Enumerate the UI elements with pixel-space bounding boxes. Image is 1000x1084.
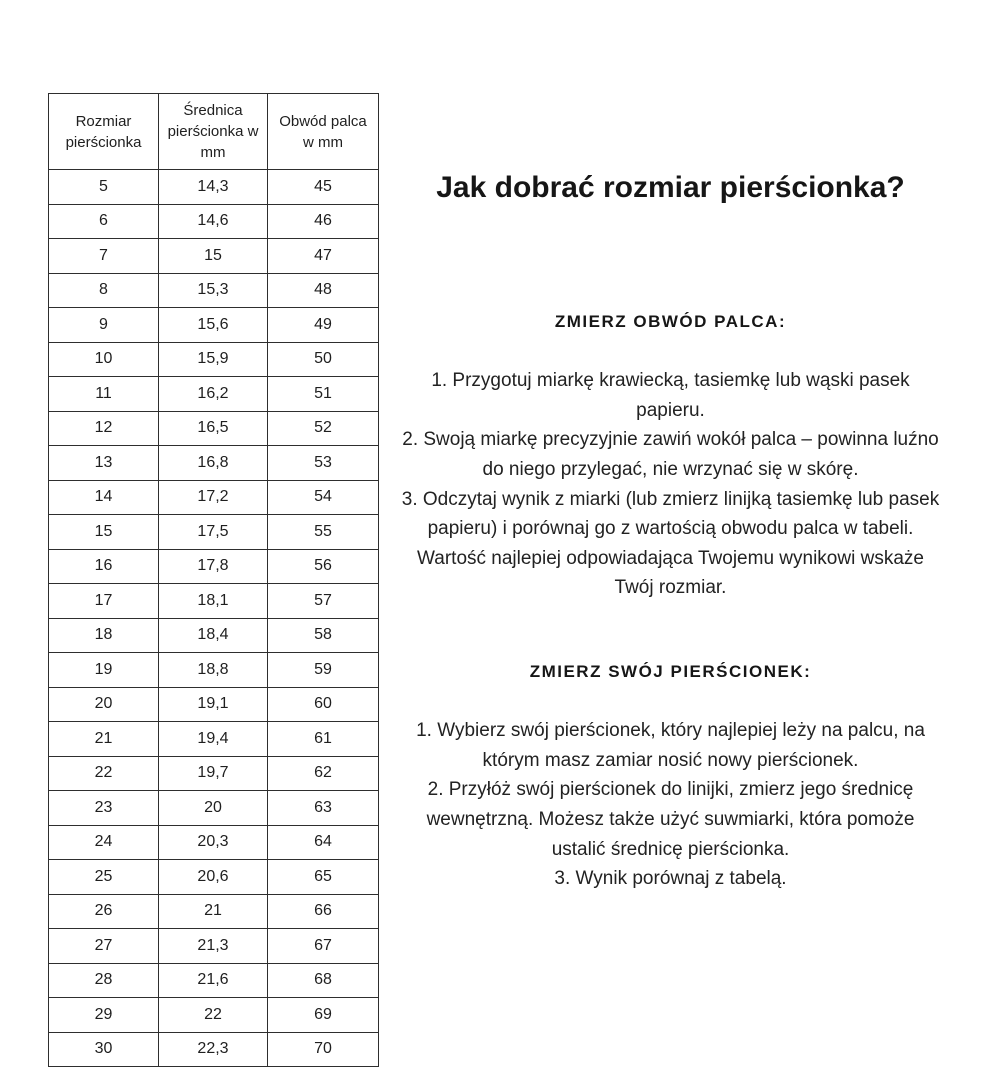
cell-finger-circumference: 65: [268, 860, 379, 895]
cell-finger-circumference: 62: [268, 756, 379, 791]
table-row: [49, 446, 379, 481]
cell-finger-circumference: 61: [268, 722, 379, 757]
table-row: [49, 1032, 379, 1067]
table-row: [49, 584, 379, 619]
cell-finger-circumference: 45: [268, 170, 379, 205]
cell-finger-circumference: 64: [268, 825, 379, 860]
cell-ring-diameter: 20: [159, 791, 268, 826]
cell-finger-circumference: 47: [268, 239, 379, 274]
table-row: [49, 480, 379, 515]
cell-ring-diameter: 14,3: [159, 170, 268, 205]
cell-finger-circumference: 54: [268, 480, 379, 515]
cell-finger-circumference: 66: [268, 894, 379, 929]
table-row: [49, 170, 379, 205]
cell-ring-size: 6: [49, 204, 159, 239]
cell-ring-size: 15: [49, 515, 159, 550]
cell-finger-circumference: 53: [268, 446, 379, 481]
cell-ring-size: 27: [49, 929, 159, 964]
step-item: 2. Przyłóż swój pierścionek do linijki, zmierz jego średnicę wewnętrzną. Możesz także użyć suwmiarki, która pomoże ustalić średnicę pierścionka.: [426, 779, 915, 860]
cell-ring-size: 5: [49, 170, 159, 205]
cell-ring-diameter: 19,4: [159, 722, 268, 757]
col-header-ring-diameter: Średnica pierścionka w mm: [159, 94, 268, 170]
cell-ring-size: 24: [49, 825, 159, 860]
cell-finger-circumference: 55: [268, 515, 379, 550]
cell-ring-diameter: 20,6: [159, 860, 268, 895]
cell-ring-diameter: 22: [159, 998, 268, 1033]
table-row: [49, 342, 379, 377]
table-row: [49, 929, 379, 964]
section-heading-measure-finger: ZMIERZ OBWÓD PALCA:: [554, 312, 787, 331]
cell-ring-size: 19: [49, 653, 159, 688]
cell-finger-circumference: 69: [268, 998, 379, 1033]
cell-ring-diameter: 17,2: [159, 480, 268, 515]
cell-finger-circumference: 57: [268, 584, 379, 619]
cell-ring-size: 20: [49, 687, 159, 722]
cell-ring-diameter: 22,3: [159, 1032, 268, 1067]
cell-ring-size: 14: [49, 480, 159, 515]
cell-finger-circumference: 58: [268, 618, 379, 653]
table-row: [49, 239, 379, 274]
section-heading-measure-ring: ZMIERZ SWÓJ PIERŚCIONEK:: [529, 662, 812, 682]
col-header-finger-circumference: Obwód palca w mm: [268, 94, 379, 170]
cell-ring-diameter: 16,2: [159, 377, 268, 412]
instructions-column: [398, 168, 943, 894]
cell-ring-diameter: 16,8: [159, 446, 268, 481]
table-row: [49, 204, 379, 239]
col-header-ring-size: Rozmiar pierścionka: [49, 94, 159, 170]
cell-ring-size: 29: [49, 998, 159, 1033]
cell-finger-circumference: 51: [268, 377, 379, 412]
cell-ring-size: 11: [49, 377, 159, 412]
table-row: [49, 308, 379, 343]
step-item: 2. Swoją miarkę precyzyjnie zawiń wokół palca – powinna luźno do niego przylegać, nie wrzynać się w skórę.: [402, 429, 939, 480]
cell-ring-diameter: 16,5: [159, 411, 268, 446]
cell-finger-circumference: 46: [268, 204, 379, 239]
cell-finger-circumference: 60: [268, 687, 379, 722]
cell-finger-circumference: 63: [268, 791, 379, 826]
table-row: [49, 963, 379, 998]
cell-ring-size: 28: [49, 963, 159, 998]
cell-ring-diameter: 15: [159, 239, 268, 274]
cell-ring-diameter: 21,6: [159, 963, 268, 998]
cell-ring-size: 16: [49, 549, 159, 584]
cell-ring-size: 17: [49, 584, 159, 619]
cell-ring-size: 13: [49, 446, 159, 481]
ring-size-table: [48, 93, 379, 1067]
cell-ring-diameter: 19,1: [159, 687, 268, 722]
table-row: [49, 515, 379, 550]
cell-ring-diameter: 18,4: [159, 618, 268, 653]
cell-finger-circumference: 59: [268, 653, 379, 688]
cell-ring-diameter: 14,6: [159, 204, 268, 239]
cell-ring-size: 30: [49, 1032, 159, 1067]
table-row: [49, 860, 379, 895]
table-row: [49, 273, 379, 308]
table-row: [49, 549, 379, 584]
cell-ring-size: 22: [49, 756, 159, 791]
cell-finger-circumference: 48: [268, 273, 379, 308]
cell-finger-circumference: 49: [268, 308, 379, 343]
cell-ring-size: 9: [49, 308, 159, 343]
cell-ring-diameter: 20,3: [159, 825, 268, 860]
cell-ring-diameter: 15,3: [159, 273, 268, 308]
table-row: [49, 894, 379, 929]
cell-finger-circumference: 70: [268, 1032, 379, 1067]
cell-ring-diameter: 15,6: [159, 308, 268, 343]
cell-ring-diameter: 17,8: [159, 549, 268, 584]
cell-ring-size: 7: [49, 239, 159, 274]
cell-ring-size: 8: [49, 273, 159, 308]
table-row: [49, 687, 379, 722]
table-header-row: [49, 94, 379, 170]
cell-finger-circumference: 68: [268, 963, 379, 998]
table-row: [49, 377, 379, 412]
cell-ring-size: 10: [49, 342, 159, 377]
cell-ring-diameter: 18,1: [159, 584, 268, 619]
cell-finger-circumference: 67: [268, 929, 379, 964]
cell-ring-diameter: 21,3: [159, 929, 268, 964]
step-list-measure-finger: [398, 366, 943, 603]
step-item: 1. Wybierz swój pierścionek, który najlepiej leży na palcu, na którym masz zamiar nosić nowy pierścionek.: [416, 720, 925, 771]
step-item: 3. Odczytaj wynik z miarki (lub zmierz linijką tasiemkę lub pasek papieru) i porównaj go z wartością obwodu palca w tabeli. Wartość najlepiej odpowiadająca Twojemu wynikowi wskaże Twój rozmiar.: [401, 488, 940, 599]
step-list-measure-ring: [398, 716, 943, 894]
cell-ring-diameter: 19,7: [159, 756, 268, 791]
cell-ring-size: 12: [49, 411, 159, 446]
table-row: [49, 722, 379, 757]
step-item: 1. Przygotuj miarkę krawiecką, tasiemkę lub wąski pasek papieru.: [431, 370, 910, 421]
cell-ring-size: 18: [49, 618, 159, 653]
step-item: 3. Wynik porównaj z tabelą.: [554, 868, 787, 890]
cell-ring-diameter: 21: [159, 894, 268, 929]
cell-ring-size: 23: [49, 791, 159, 826]
cell-ring-diameter: 15,9: [159, 342, 268, 377]
cell-finger-circumference: 50: [268, 342, 379, 377]
cell-ring-size: 26: [49, 894, 159, 929]
table-row: [49, 998, 379, 1033]
table-row: [49, 825, 379, 860]
table-row: [49, 791, 379, 826]
cell-ring-size: 25: [49, 860, 159, 895]
page-title: Jak dobrać rozmiar pierścionka?: [436, 171, 905, 204]
cell-finger-circumference: 56: [268, 549, 379, 584]
cell-finger-circumference: 52: [268, 411, 379, 446]
cell-ring-diameter: 18,8: [159, 653, 268, 688]
table-row: [49, 653, 379, 688]
table-row: [49, 756, 379, 791]
table-row: [49, 411, 379, 446]
cell-ring-diameter: 17,5: [159, 515, 268, 550]
cell-ring-size: 21: [49, 722, 159, 757]
table-row: [49, 618, 379, 653]
